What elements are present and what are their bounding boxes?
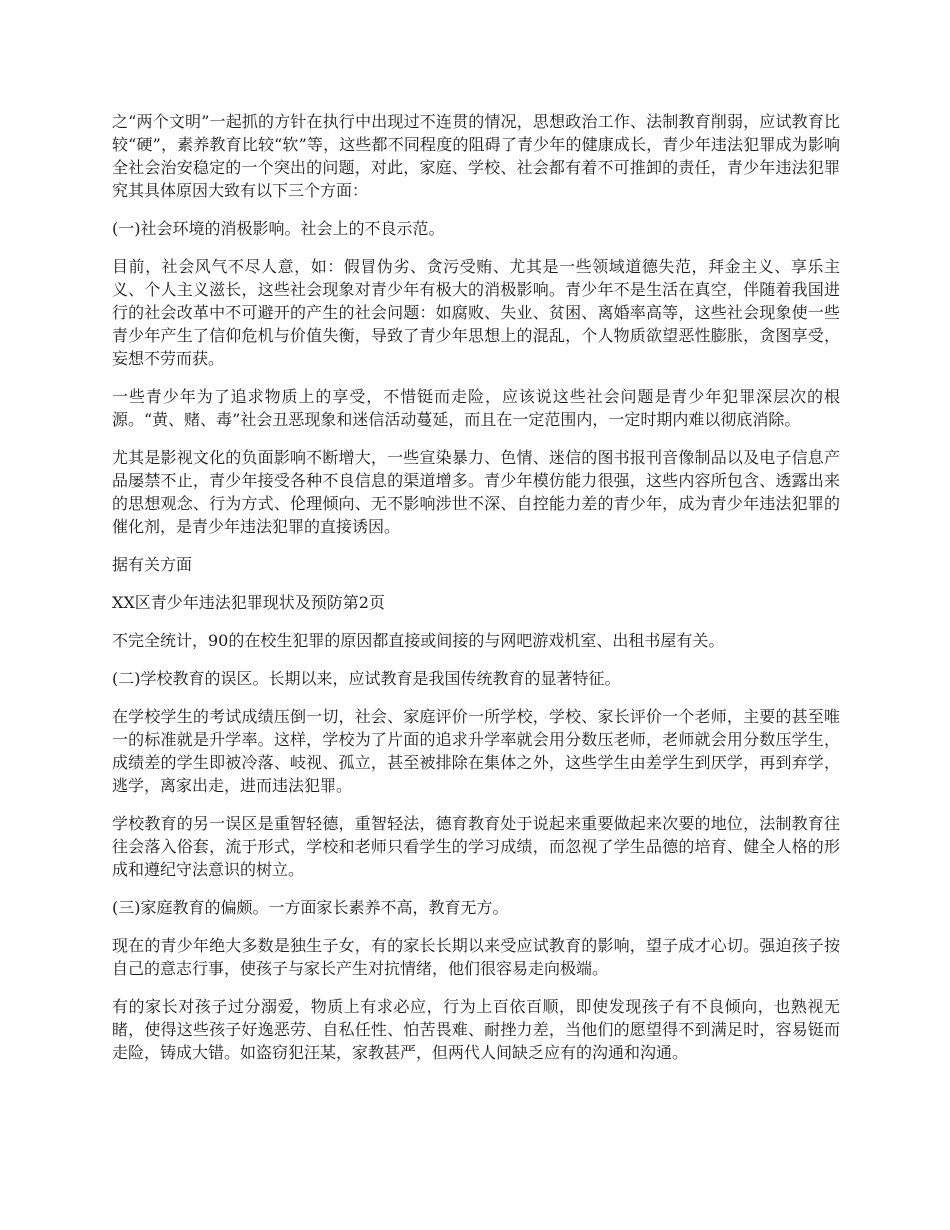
section-heading-family: (三)家庭教育的偏颇。一方面家长素养不高，教育无方。	[112, 898, 509, 917]
paragraph-social-roots: 一些青少年为了追求物质上的享受，不惜铤而走险，应该说这些社会问题是青少年犯罪深层次的根源。“黄、赌、毒”社会丑恶现象和迷信活动蔓延，而且在一定范围内，一定时期内难以彻底消除。	[112, 387, 840, 429]
paragraph-media-influence: 尤其是影视文化的负面影响不断增大，一些宣染暴力、色情、迷信的图书报刊音像制品以及电子信息产品屡禁不止，青少年接受各种不良信息的渠道增多。青少年模仿能力很强，这些内容所包含、透露出来的思想观念、行为方式、伦理倾向、无不影响涉世不深、自控能力差的青少年，成为青少年违法犯罪的催化剂，是青少年违法犯罪的直接诱因。	[112, 448, 840, 536]
section-heading-school: (二)学校教育的误区。长期以来，应试教育是我国传统教育的显著特征。	[112, 669, 621, 688]
paragraph-social-climate: 目前，社会风气不尽人意，如：假冒伪劣、贪污受贿、尤其是一些领域道德失范，拜金主义、享乐主义、个人主义滋长，这些社会现象对青少年有极大的消极影响。青少年不是生活在真空，伴随着我国进行的社会改革中不可避开的产生的社会问题：如腐败、失业、贫困、离婚率高等，这些社会现象使一些青少年产生了信仰危机与价值失衡，导致了青少年思想上的混乱，个人物质欲望恶性膨胀，贪图享受，妄想不劳而获。	[112, 257, 840, 368]
paragraph-exam-pressure: 在学校学生的考试成绩压倒一切，社会、家庭评价一所学校，学校、家长评价一个老师，主要的甚至唯一的标准就是升学率。这样，学校为了片面的追求升学率就会用分数压老师，老师就会用分数压学生，成绩差的学生即被冷落、岐视、孤立，甚至被排除在集体之外，这些学生由差学生到厌学，再到弃学，逃学，离家出走，进而违法犯罪。	[112, 707, 840, 795]
paragraph-intro: 之“两个文明”一起抓的方针在执行中出现过不连贯的情况，思想政治工作、法制教育削弱，应试教育比较“硬”，素养教育比较“软”等，这些都不同程度的阻碍了青少年的健康成长，青少年违法犯罪成为影响全社会治安稳定的一个突出的问题，对此，家庭、学校、社会都有着不可推卸的责任，青少年违法犯罪究其具体原因大致有以下三个方面：	[112, 112, 840, 200]
document-page	[112, 110, 840, 1079]
paragraph-moral-education: 学校教育的另一误区是重智轻德，重智轻法，德育教育处于说起来重要做起来次要的地位，法制教育往往会落入俗套，流于形式，学校和老师只看学生的学习成绩，而忽视了学生品德的培育、健全人格的形成和遵纪守法意识的树立。	[112, 814, 840, 879]
page-header-line: XX区青少年违法犯罪现状及预防第2页	[112, 593, 385, 612]
section-heading-social: (一)社会环境的消极影响。社会上的不良示范。	[112, 219, 445, 238]
paragraph-only-children: 现在的青少年绝大多数是独生子女，有的家长长期以来受应试教育的影响，望子成才心切。强迫孩子按自己的意志行事，使孩子与家长产生对抗情绪，他们很容易走向极端。	[112, 936, 840, 978]
paragraph-statistics: 不完全统计，90的在校生犯罪的原因都直接或间接的与网吧游戏机室、出租书屋有关。	[112, 631, 725, 650]
paragraph-fragment: 据有关方面	[112, 555, 193, 574]
paragraph-spoiling: 有的家长对孩子过分溺爱，物质上有求必应，行为上百依百顺，即使发现孩子有不良倾向，也熟视无睹，使得这些孩子好逸恶劳、自私任性、怕苦畏难、耐挫力差，当他们的愿望得不到满足时，容易铤而走险，铸成大错。如盗窃犯汪某，家教甚严，但两代人间缺乏应有的沟通和沟通。	[112, 997, 840, 1062]
